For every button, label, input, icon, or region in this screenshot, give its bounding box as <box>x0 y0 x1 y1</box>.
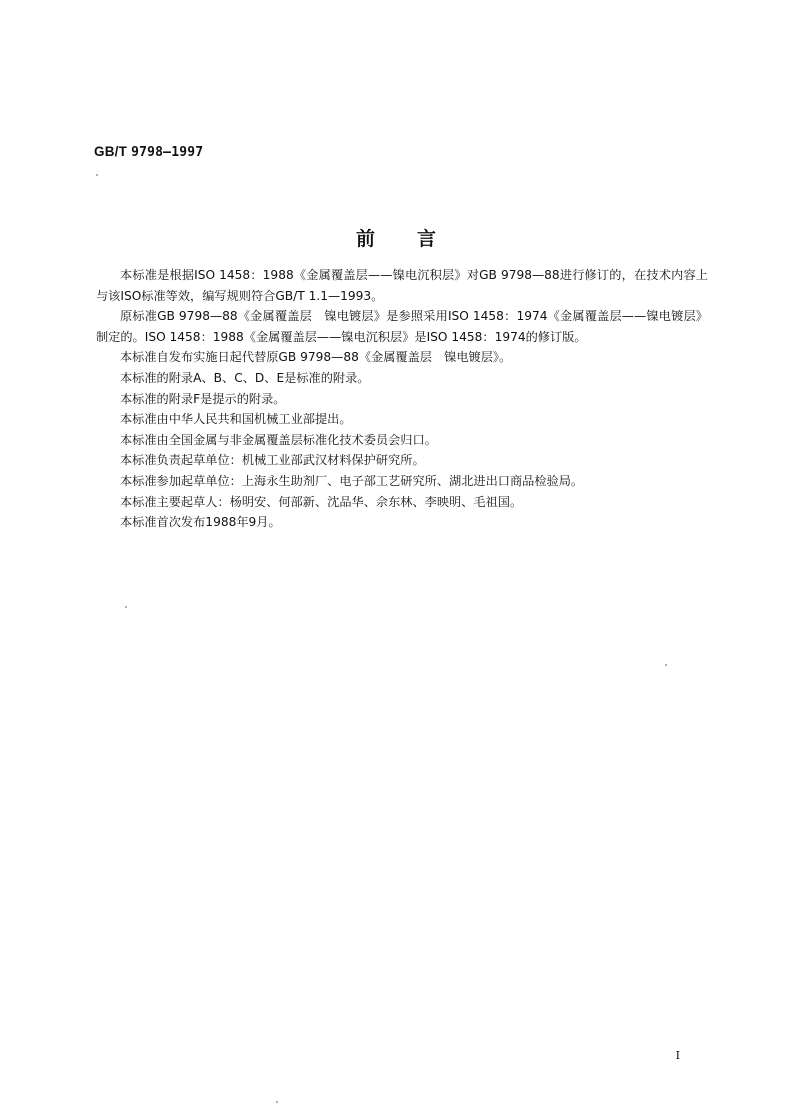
paragraph-basis: 本标准是根据ISO 1458：1988《金属覆盖层——镍电沉积层》对GB 9798—88进行修订的，在技术内容上与该ISO标准等效，编写规则符合GB/T 1.1—1993。 <box>96 268 708 303</box>
standard-prefix: GB/T <box>94 144 128 159</box>
foreword-body <box>96 265 708 533</box>
standard-code-header <box>94 144 203 160</box>
paragraph-lead-drafter: 本标准负责起草单位：机械工业部武汉材料保护研究所。 <box>120 453 425 468</box>
scan-speck <box>276 1101 278 1103</box>
scan-speck <box>125 606 127 608</box>
paragraph-replacement: 本标准自发布实施日起代替原GB 9798—88《金属覆盖层 镍电镀层》。 <box>120 350 512 365</box>
standard-number: 9798—1997 <box>131 145 204 160</box>
paragraph-committee: 本标准由全国金属与非金属覆盖层标准化技术委员会归口。 <box>120 432 437 447</box>
scan-speck <box>96 174 98 176</box>
page-number: I <box>675 1049 680 1062</box>
paragraph-proposer: 本标准由中华人民共和国机械工业部提出。 <box>120 412 352 427</box>
paragraph-normative-annexes: 本标准的附录A、B、C、D、E是标准的附录。 <box>120 370 370 385</box>
paragraph-participating-drafters: 本标准参加起草单位：上海永生助剂厂、电子部工艺研究所、湖北进出口商品检验局。 <box>120 473 584 488</box>
paragraph-first-issue: 本标准首次发布1988年9月。 <box>120 515 281 530</box>
paragraph-main-drafters: 本标准主要起草人：杨明安、何部新、沈品华、佘东林、李映明、毛祖国。 <box>120 494 523 509</box>
page-title: 前言 <box>355 228 478 250</box>
scan-speck <box>665 664 667 666</box>
paragraph-informative-annex: 本标准的附录F是提示的附录。 <box>120 391 286 406</box>
paragraph-original-standard: 原标准GB 9798—88《金属覆盖层 镍电镀层》是参照采用ISO 1458：1974《金属覆盖层——镍电镀层》制定的。ISO 1458：1988《金属覆盖层——镍电沉积层》是ISO 1458：1974的修订版。 <box>96 309 708 344</box>
